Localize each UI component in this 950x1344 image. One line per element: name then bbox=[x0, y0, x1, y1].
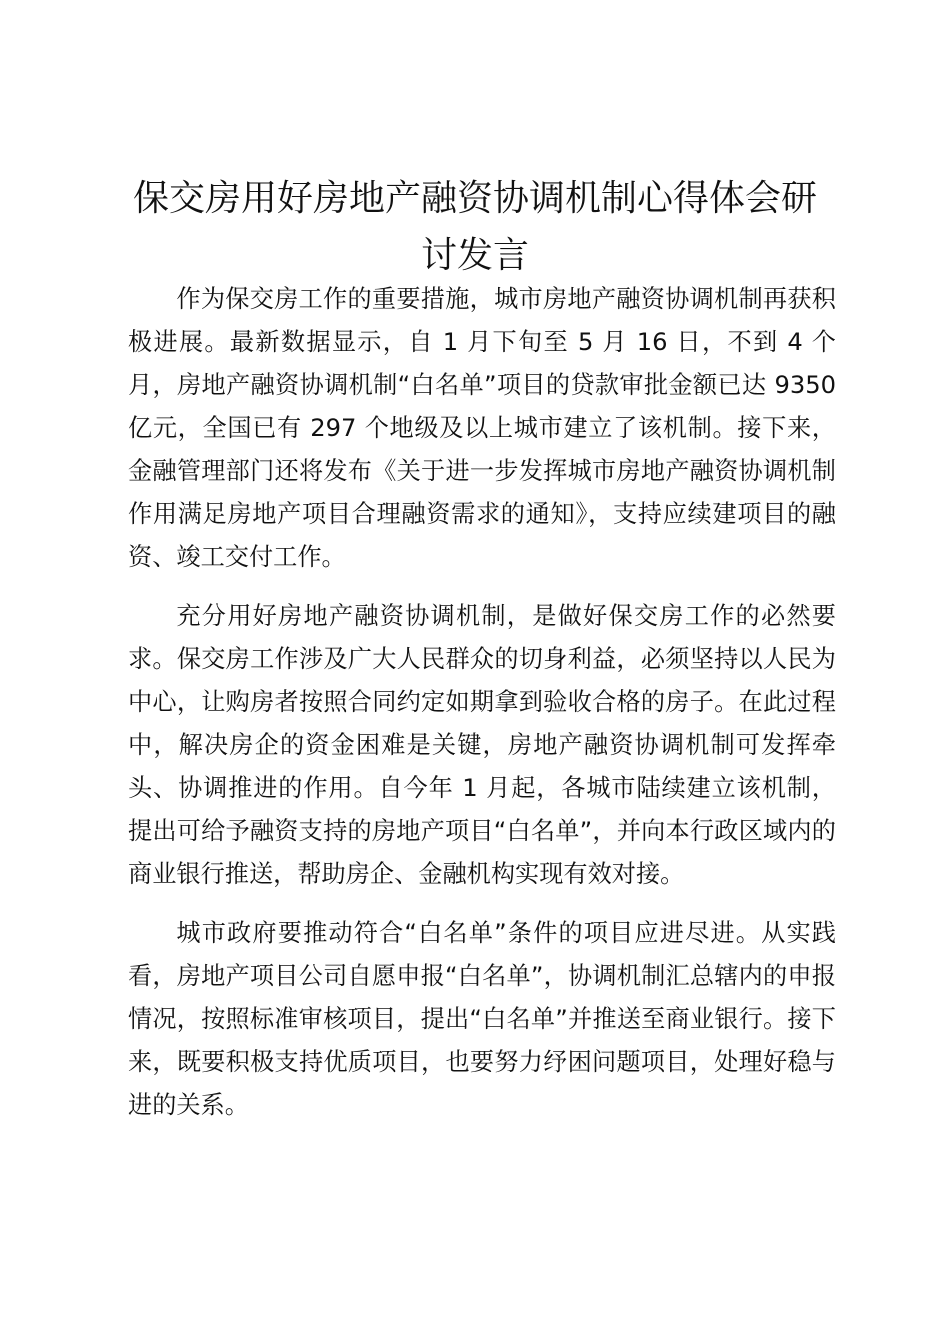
paragraph-1: 作为保交房工作的重要措施，城市房地产融资协调机制再获积极进展。最新数据显示，自 1 月下旬至 5 月 16 日，不到 4 个月，房地产融资协调机制“白名单”项目的贷款审批金额已达 9350 亿元，全国已有 297 个地级及以上城市建立了该机制。接下来，金融管理部门还将发布《关于进一步发挥城市房地产融资协调机制作用满足房地产项目合理融资需求的通知》，支持应续建项目的融资、竣工交付工作。 bbox=[128, 285, 836, 571]
document-body bbox=[128, 278, 836, 1143]
paragraph-3: 城市政府要推动符合“白名单”条件的项目应进尽进。从实践看，房地产项目公司自愿申报“白名单”，协调机制汇总辖内的申报情况，按照标准审核项目，提出“白名单”并推送至商业银行。接下来，既要积极支持优质项目，也要努力纾困问题项目，处理好稳与进的关系。 bbox=[128, 919, 836, 1119]
document-title: 保交房用好房地产融资协调机制心得体会研讨发言 bbox=[132, 178, 817, 276]
paragraph-2: 充分用好房地产融资协调机制，是做好保交房工作的必然要求。保交房工作涉及广大人民群众的切身利益，必须坚持以人民为中心，让购房者按照合同约定如期拿到验收合格的房子。在此过程中，解决房企的资金困难是关键，房地产融资协调机制可发挥牵头、协调推进的作用。自今年 1 月起，各城市陆续建立该机制，提出可给予融资支持的房地产项目“白名单”，并向本行政区域内的商业银行推送，帮助房企、金融机构实现有效对接。 bbox=[128, 602, 836, 888]
